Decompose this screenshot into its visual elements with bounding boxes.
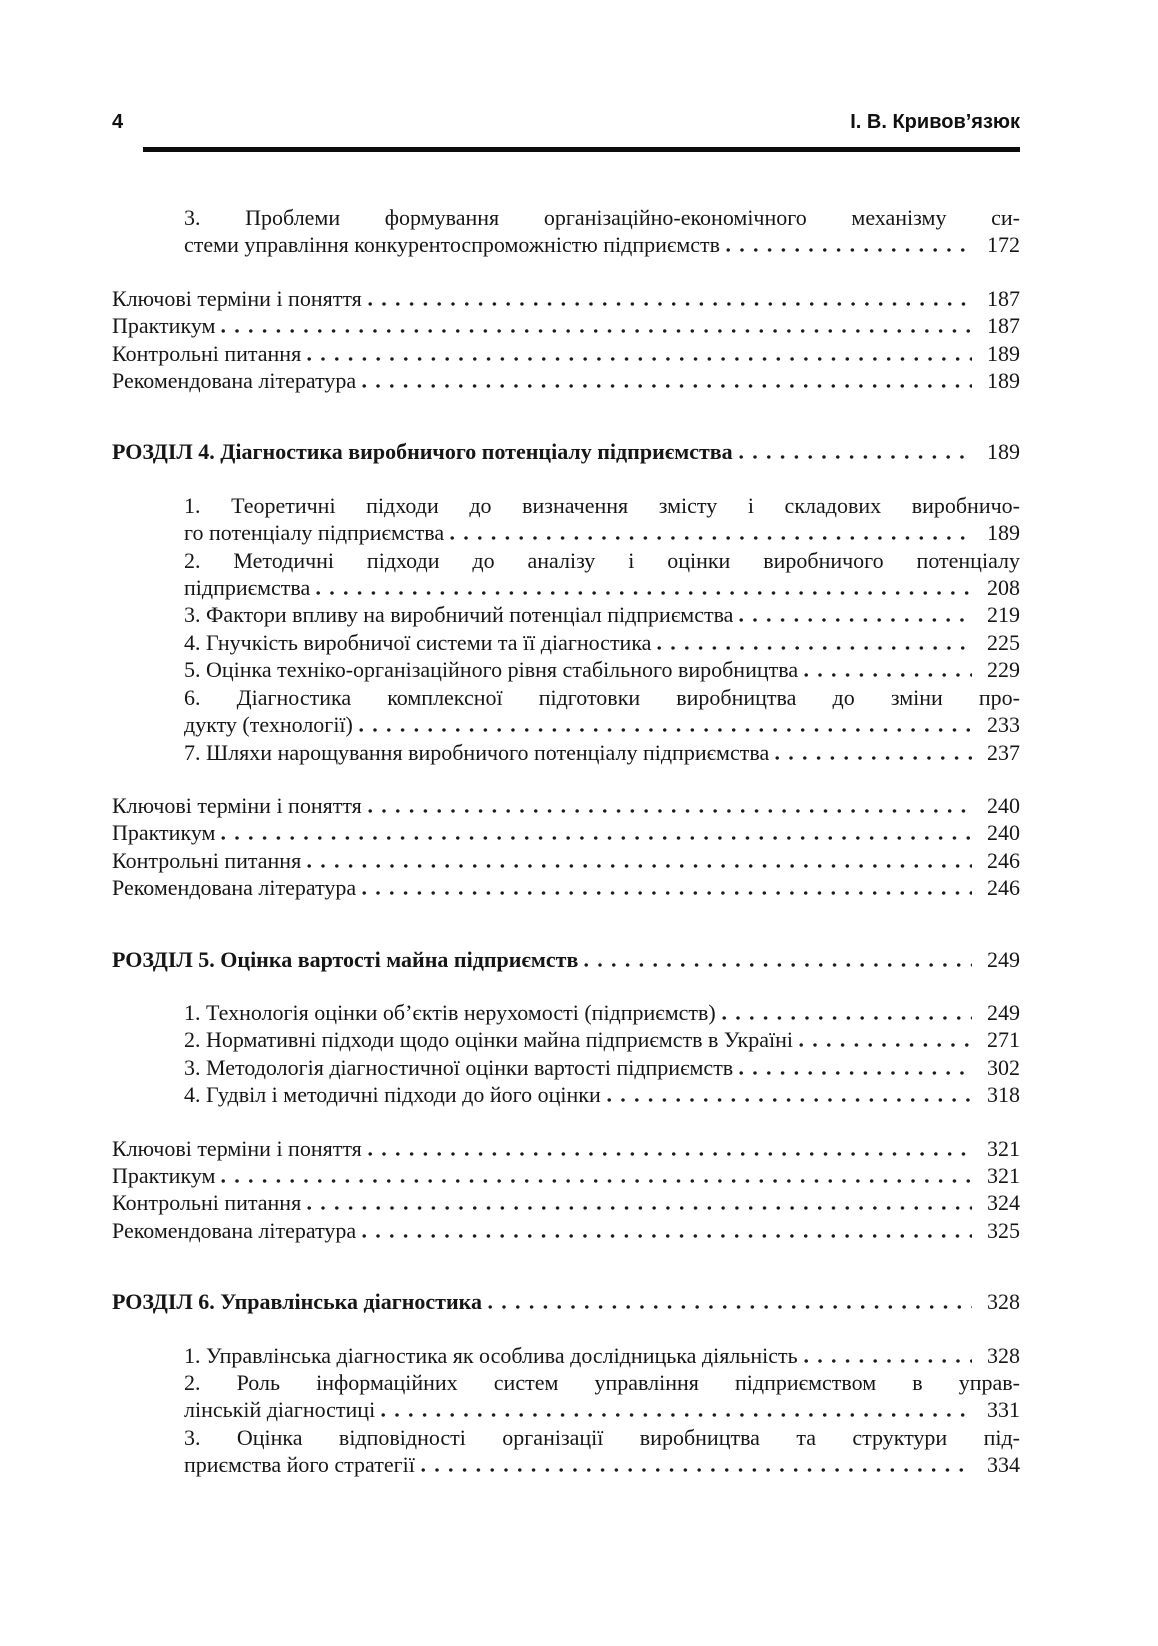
toc-entry bbox=[112, 601, 1020, 628]
toc-entry-text-wrap: 3. Оцінка відповідності організації виробництва та структури під- bbox=[184, 1424, 1020, 1450]
toc-entry-row bbox=[112, 1135, 1020, 1162]
toc-entry-row bbox=[112, 819, 1020, 846]
dot-leader bbox=[368, 807, 972, 813]
toc-entry-row bbox=[112, 1189, 1020, 1216]
toc-entry-label: Контрольні питання bbox=[112, 1190, 302, 1216]
toc-page-number: 334 bbox=[987, 1452, 1020, 1478]
toc-entry-row bbox=[112, 847, 1020, 874]
toc-entry bbox=[112, 874, 1020, 901]
dot-leader bbox=[368, 300, 972, 306]
toc-page-number: 321 bbox=[987, 1135, 1020, 1161]
toc-entry-label: 1. Технологія оцінки об’єктів нерухомості (підприємств) bbox=[184, 999, 716, 1025]
page-number: 4 bbox=[112, 111, 124, 133]
dot-leader bbox=[362, 889, 972, 895]
dot-leader bbox=[607, 1096, 972, 1102]
toc-page-number: 271 bbox=[987, 1027, 1020, 1053]
toc-entry-row bbox=[112, 285, 1020, 312]
toc-entry-text-wrap: 3. Проблеми формування організаційно-економічного механізму си- bbox=[184, 205, 1020, 230]
toc-entry bbox=[112, 547, 1020, 602]
toc-entry-label: Рекомендована література bbox=[112, 1217, 357, 1243]
dot-leader bbox=[584, 961, 972, 967]
toc-entry bbox=[112, 1369, 1020, 1424]
page-content bbox=[112, 110, 1020, 1479]
dot-leader bbox=[362, 382, 972, 388]
toc-page-number: 240 bbox=[987, 792, 1020, 818]
page-header bbox=[112, 110, 1020, 134]
toc-entry bbox=[112, 1081, 1020, 1108]
dot-leader bbox=[488, 1303, 972, 1309]
dot-leader bbox=[739, 453, 972, 459]
toc-page-number: 302 bbox=[987, 1054, 1020, 1080]
toc-page-number: 246 bbox=[987, 875, 1020, 901]
dot-leader bbox=[221, 834, 972, 840]
toc-entry-row bbox=[112, 1217, 1020, 1244]
toc-entry-row bbox=[112, 312, 1020, 339]
toc-page-number: 225 bbox=[987, 629, 1020, 655]
toc-entry-row bbox=[112, 340, 1020, 367]
toc-entry bbox=[112, 1342, 1020, 1369]
toc-entry-row bbox=[184, 1081, 1020, 1108]
toc-entry-label: 3. Методологія діагностичної оцінки вартості підприємств bbox=[184, 1054, 734, 1080]
dot-leader bbox=[316, 589, 972, 595]
dot-leader bbox=[799, 1041, 972, 1047]
dot-leader bbox=[450, 534, 972, 540]
toc-entry-label: Практикум bbox=[112, 313, 216, 339]
toc-entry-label: стеми управління конкурентоспроможністю підприємств bbox=[184, 232, 721, 258]
toc-entry-row bbox=[184, 1451, 1020, 1478]
toc-page-number: 208 bbox=[987, 575, 1020, 601]
toc-chapter-heading bbox=[112, 946, 1020, 973]
dot-leader bbox=[307, 355, 972, 361]
toc-entry-row bbox=[112, 1162, 1020, 1189]
toc-entry-row bbox=[112, 1288, 1020, 1315]
toc-entry-row bbox=[112, 367, 1020, 394]
toc-entry bbox=[112, 739, 1020, 766]
toc-entry-label: 2. Нормативні підходи щодо оцінки майна підприємств в Україні bbox=[184, 1027, 793, 1053]
toc-entry-label: підприємства bbox=[184, 575, 311, 601]
toc-entry-label: Практикум bbox=[112, 1162, 216, 1188]
toc-entry-row bbox=[184, 1396, 1020, 1423]
toc-page-number: 229 bbox=[987, 657, 1020, 683]
toc-entry-row bbox=[184, 519, 1020, 546]
toc-chapter-heading bbox=[112, 438, 1020, 465]
toc-page-number: 237 bbox=[987, 739, 1020, 765]
toc-entry bbox=[112, 1135, 1020, 1162]
toc-entry bbox=[112, 312, 1020, 339]
dot-leader bbox=[421, 1466, 972, 1472]
dot-leader bbox=[362, 1232, 972, 1238]
toc-entry-text-wrap: 2. Роль інформаційних систем управління підприємством в управ- bbox=[184, 1370, 1020, 1395]
toc-page-number: 187 bbox=[987, 285, 1020, 311]
dot-leader bbox=[359, 726, 972, 732]
toc-page-number: 233 bbox=[987, 712, 1020, 738]
toc-entry bbox=[112, 656, 1020, 683]
toc-page-number: 219 bbox=[987, 602, 1020, 628]
toc-chapter-title: РОЗДІЛ 5. Оцінка вартості майна підприємств bbox=[112, 946, 579, 972]
toc-entry bbox=[112, 367, 1020, 394]
toc-page-number: 249 bbox=[987, 946, 1020, 972]
toc-entry bbox=[112, 1189, 1020, 1216]
dot-leader bbox=[726, 246, 972, 252]
toc-entry bbox=[112, 492, 1020, 547]
toc-entry bbox=[112, 1054, 1020, 1081]
toc-page-number: 324 bbox=[987, 1190, 1020, 1216]
toc-entry bbox=[112, 684, 1020, 739]
toc-entry-row bbox=[184, 656, 1020, 683]
toc-entry-label: приємства його стратегії bbox=[184, 1452, 415, 1478]
toc-entry-text-wrap: 1. Теоретичні підходи до визначення змісту і складових виробничо- bbox=[184, 492, 1020, 518]
toc-entry-label: Контрольні питання bbox=[112, 847, 302, 873]
toc-entry-label: 4. Гнучкість виробничої системи та її діагностика bbox=[184, 629, 652, 655]
toc-entry bbox=[112, 999, 1020, 1026]
dot-leader bbox=[804, 1357, 972, 1363]
toc-entry-label: лінській діагностиці bbox=[184, 1397, 376, 1423]
toc-page-number: 189 bbox=[987, 439, 1020, 465]
toc-entry-label: Практикум bbox=[112, 820, 216, 846]
toc-entry-label: Рекомендована література bbox=[112, 368, 357, 394]
running-title: І. В. Кривов’язюк bbox=[850, 111, 1020, 133]
toc-entry bbox=[112, 629, 1020, 656]
toc-entry bbox=[112, 1217, 1020, 1244]
toc-entry-row bbox=[112, 874, 1020, 901]
toc-page-number: 172 bbox=[987, 232, 1020, 258]
toc-entry-row bbox=[184, 999, 1020, 1026]
toc-entry-label: Ключові терміни і поняття bbox=[112, 792, 362, 818]
toc-page-number: 328 bbox=[987, 1342, 1020, 1368]
dot-leader bbox=[221, 1177, 972, 1183]
toc-entry-label: го потенціалу підприємства bbox=[184, 520, 445, 546]
toc-entry-label: Ключові терміни і поняття bbox=[112, 1135, 362, 1161]
dot-leader bbox=[368, 1150, 972, 1156]
toc-page-number: 189 bbox=[987, 340, 1020, 366]
toc-chapter-title: РОЗДІЛ 4. Діагностика виробничого потенціалу підприємства bbox=[112, 439, 733, 465]
toc-page-number: 189 bbox=[987, 368, 1020, 394]
toc-entry-row bbox=[112, 438, 1020, 465]
toc-entry-text-wrap: 6. Діагностика комплексної підготовки виробництва до зміни про- bbox=[184, 684, 1020, 710]
dot-leader bbox=[381, 1411, 972, 1417]
table-of-contents bbox=[112, 204, 1020, 1479]
dot-leader bbox=[307, 1204, 972, 1210]
toc-entry-row bbox=[184, 739, 1020, 766]
toc-page-number: 318 bbox=[987, 1082, 1020, 1108]
toc-entry-row bbox=[184, 1026, 1020, 1053]
dot-leader bbox=[221, 327, 972, 333]
toc-entry-label: Ключові терміни і поняття bbox=[112, 285, 362, 311]
toc-page-number: 189 bbox=[987, 520, 1020, 546]
toc-page-number: 325 bbox=[987, 1217, 1020, 1243]
header-divider bbox=[143, 147, 1020, 152]
dot-leader bbox=[722, 1014, 972, 1020]
toc-page-number: 246 bbox=[987, 847, 1020, 873]
toc-entry bbox=[112, 285, 1020, 312]
toc-page-number: 240 bbox=[987, 820, 1020, 846]
toc-entry-label: Контрольні питання bbox=[112, 340, 302, 366]
toc-entry-text-wrap: 2. Методичні підходи до аналізу і оцінки виробничого потенціалу bbox=[184, 547, 1020, 573]
toc-entry-row bbox=[112, 792, 1020, 819]
toc-entry-row bbox=[184, 231, 1020, 258]
toc-entry-row bbox=[184, 1054, 1020, 1081]
dot-leader bbox=[739, 1069, 972, 1075]
dot-leader bbox=[739, 616, 972, 622]
toc-page-number: 187 bbox=[987, 313, 1020, 339]
dot-leader bbox=[307, 862, 972, 868]
toc-entry-row bbox=[112, 946, 1020, 973]
toc-entry-label: Рекомендована література bbox=[112, 875, 357, 901]
toc-page-number: 321 bbox=[987, 1162, 1020, 1188]
toc-entry bbox=[112, 1424, 1020, 1479]
toc-page-number: 249 bbox=[987, 999, 1020, 1025]
dot-leader bbox=[775, 754, 972, 760]
toc-entry-row bbox=[184, 1342, 1020, 1369]
toc-entry bbox=[112, 1026, 1020, 1053]
toc-entry-label: 3. Фактори впливу на виробничий потенціал підприємства bbox=[184, 602, 734, 628]
toc-entry bbox=[112, 1162, 1020, 1189]
toc-entry-row bbox=[184, 629, 1020, 656]
toc-entry-label: дукту (технології) bbox=[184, 712, 353, 738]
toc-page-number: 328 bbox=[987, 1289, 1020, 1315]
toc-entry-label: 4. Гудвіл і методичні підходи до його оцінки bbox=[184, 1082, 601, 1108]
toc-chapter-title: РОЗДІЛ 6. Управлінська діагностика bbox=[112, 1289, 482, 1315]
dot-leader bbox=[657, 644, 972, 650]
toc-entry bbox=[112, 847, 1020, 874]
toc-chapter-heading bbox=[112, 1288, 1020, 1315]
toc-entry-row bbox=[184, 711, 1020, 738]
toc-page-number: 331 bbox=[987, 1397, 1020, 1423]
dot-leader bbox=[804, 671, 972, 677]
toc-entry bbox=[112, 819, 1020, 846]
toc-entry-label: 1. Управлінська діагностика як особлива дослідницька діяльність bbox=[184, 1342, 798, 1368]
toc-entry-row bbox=[184, 601, 1020, 628]
toc-entry-row bbox=[184, 574, 1020, 601]
toc-entry bbox=[112, 340, 1020, 367]
toc-entry-label: 5. Оцінка техніко-організаційного рівня стабільного виробництва bbox=[184, 657, 799, 683]
toc-entry bbox=[112, 792, 1020, 819]
toc-entry bbox=[112, 204, 1020, 259]
toc-entry-label: 7. Шляхи нарощування виробничого потенціалу підприємства bbox=[184, 739, 770, 765]
